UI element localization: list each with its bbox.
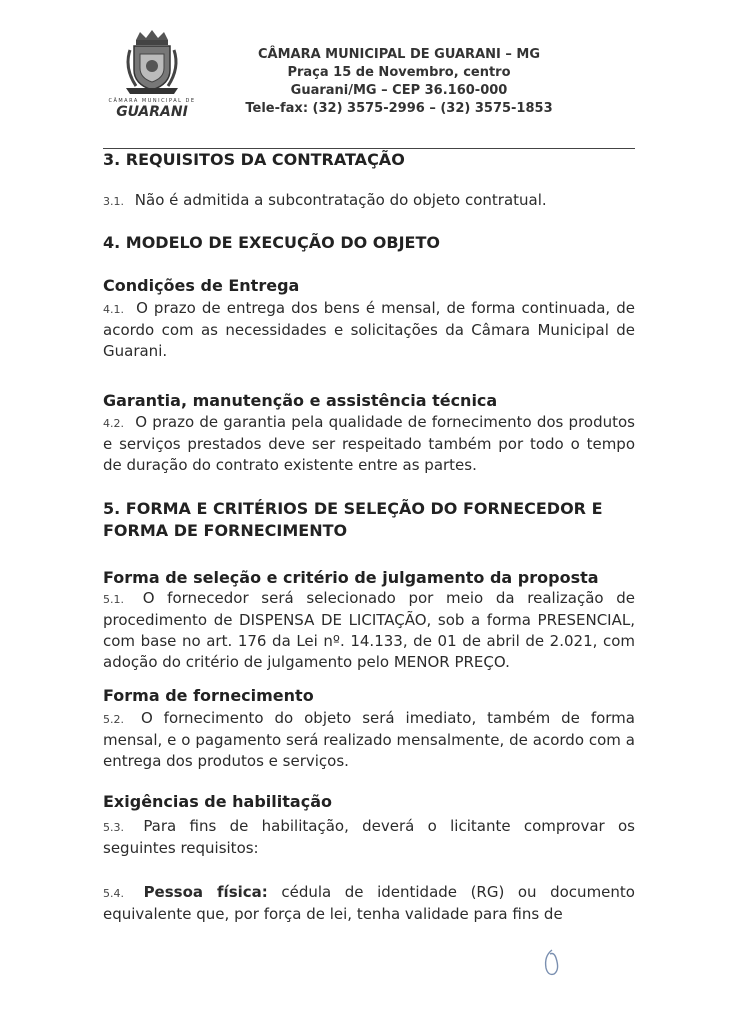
- letterhead-line-3: Guarani/MG – CEP 36.160-000: [290, 83, 508, 98]
- svg-text:GUARANI: GUARANI: [116, 104, 188, 120]
- clause-5-4: [103, 882, 635, 925]
- clause-text: Não é admitida a subcontratação do objeto contratual.: [134, 191, 547, 209]
- camara-logo: [106, 28, 198, 120]
- clause-number: 5.2.: [103, 713, 124, 726]
- subheading-forma-selecao: Forma de seleção e critério de julgamento da proposta: [103, 568, 599, 587]
- clause-number: 4.1.: [103, 303, 124, 316]
- clause-5-2: [103, 708, 635, 772]
- clause-3-1: [103, 190, 547, 212]
- letterhead-line-4: Tele-fax: (32) 3575-2996 – (32) 3575-1853: [245, 101, 553, 116]
- subheading-forma-fornecimento: Forma de fornecimento: [103, 686, 314, 705]
- section-4-title: 4. MODELO DE EXECUÇÃO DO OBJETO: [103, 233, 440, 252]
- clause-number: 5.3.: [103, 821, 124, 834]
- section-3-title: 3. REQUISITOS DA CONTRATAÇÃO: [103, 150, 405, 169]
- clause-text: cédula de identidade (RG) ou documento equivalente que, por força de lei, tenha validade para fins de: [103, 883, 635, 923]
- clause-number: 5.1.: [103, 593, 124, 606]
- section-5-title: 5. FORMA E CRITÉRIOS DE SELEÇÃO DO FORNECEDOR E FORMA DE FORNECIMENTO: [103, 499, 603, 540]
- clause-5-1: [103, 588, 635, 673]
- clause-text: O fornecedor será selecionado por meio da realização de procedimento de DISPENSA DE LICITAÇÃO, sob a forma PRESENCIAL, com base no art. 176 da Lei nº. 14.133, de 01 de abril de 2.021, com adoção do critério de julgamento pelo MENOR PREÇO.: [103, 589, 635, 671]
- clause-text: Para fins de habilitação, deverá o licitante comprovar os seguintes requisitos:: [103, 817, 635, 857]
- clause-4-2: [103, 412, 635, 476]
- clause-text: O prazo de garantia pela qualidade de fornecimento dos produtos e serviços prestados deve ser respeitado também por todo o tempo de duração do contrato existente entre as partes.: [103, 413, 635, 474]
- clause-4-1: [103, 298, 635, 362]
- letterhead-line-1: CÂMARA MUNICIPAL DE GUARANI – MG: [257, 47, 541, 62]
- subheading-condicoes-entrega: Condições de Entrega: [103, 276, 300, 295]
- subheading-exigencias: Exigências de habilitação: [103, 792, 332, 811]
- letterhead: [234, 46, 564, 118]
- clause-number: 4.2.: [103, 417, 124, 430]
- letterhead-line-2: Praça 15 de Novembro, centro: [287, 65, 511, 80]
- svg-text:CÂMARA MUNICIPAL DE: CÂMARA MUNICIPAL DE: [108, 98, 196, 104]
- clause-number: 5.4.: [103, 887, 124, 900]
- clause-number: 3.1.: [103, 195, 124, 208]
- initials-mark: [538, 946, 568, 980]
- clause-text: O fornecimento do objeto será imediato, também de forma mensal, e o pagamento será realizado mensalmente, de acordo com a entrega dos produtos e serviços.: [103, 709, 635, 770]
- header-divider: [103, 148, 635, 149]
- clause-bold-label: Pessoa física:: [143, 883, 268, 901]
- clause-text: O prazo de entrega dos bens é mensal, de forma continuada, de acordo com as necessidades e solicitações da Câmara Municipal de Guarani.: [103, 299, 635, 360]
- subheading-garantia: Garantia, manutenção e assistência técnica: [103, 391, 498, 410]
- clause-5-3: [103, 816, 635, 859]
